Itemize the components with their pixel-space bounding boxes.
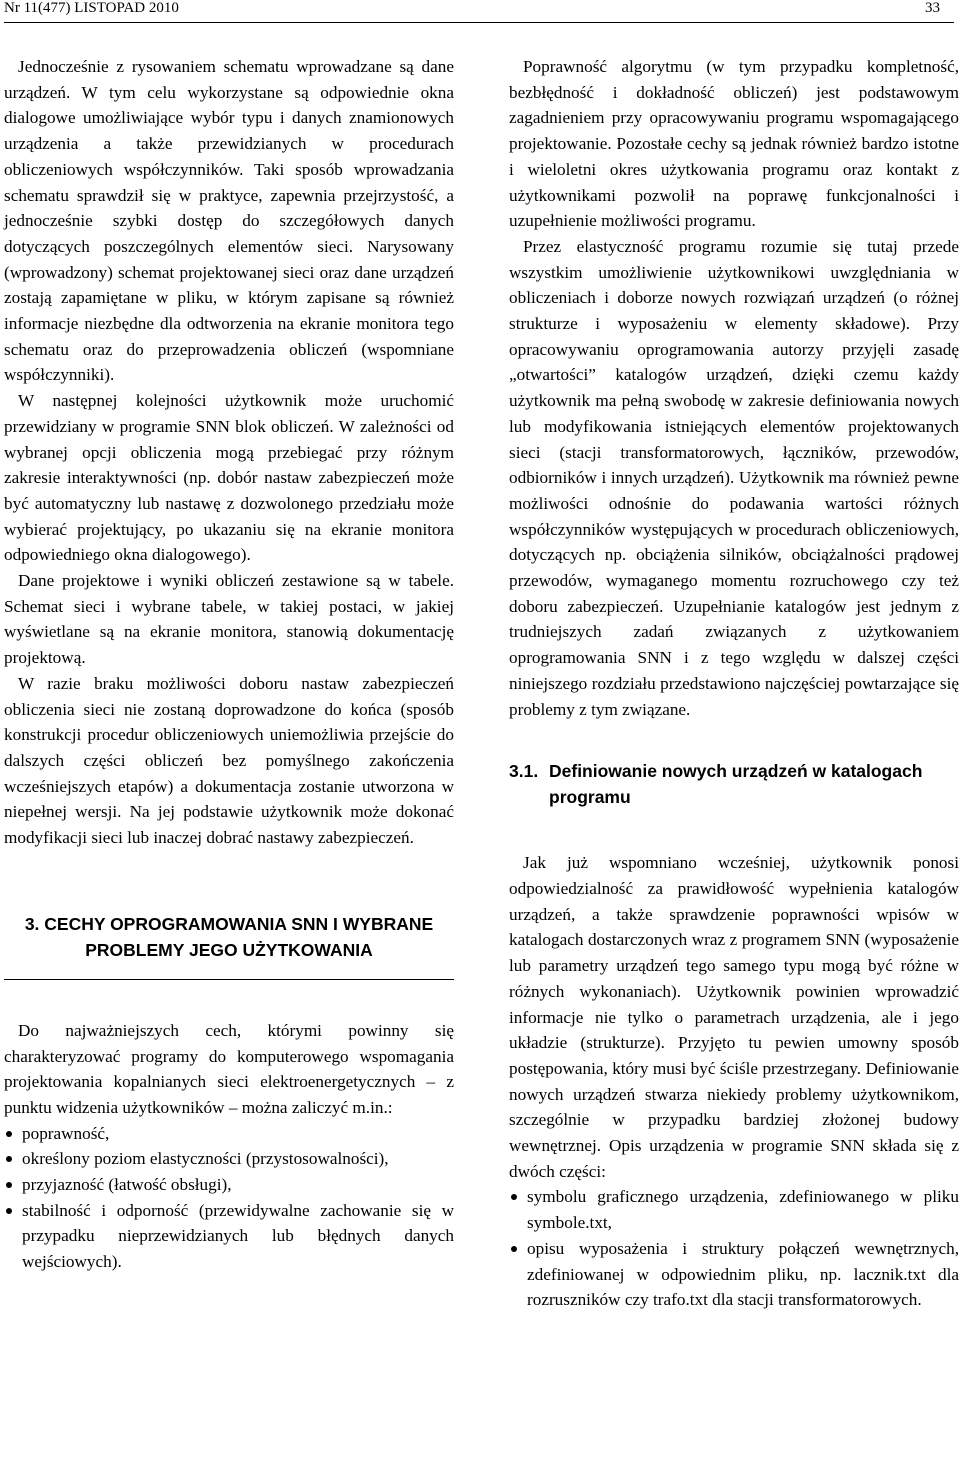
paragraph: Poprawność algorytmu (w tym przypadku kompletność, bezbłędność i dokładność obliczeń) jest podstawowym zagadnieniem przy opracowywaniu programu wspomagającego projektowanie. Pozostałe cechy są jednak również bardzo istotne i wieloletni okres użytkowania programu oraz kontakt z użytkownikami pozwolił na poprawę funkcjonalności i uzupełnienie możliwości programu. — [509, 57, 959, 231]
paragraph: Dane projektowe i wyniki obliczeń zestawione są w tabele. Schemat sieci i wybrane tabele, w takiej postaci, w jakiej wyświetlane są na ekranie monitora, stanowią dokumentację projektową. — [4, 571, 454, 668]
left-column — [4, 54, 454, 1275]
subsection-title: Definiowanie nowych urządzeń w katalogach programu — [549, 761, 923, 808]
paragraph: Do najważniejszych cech, którymi powinny się charakteryzować programy do komputerowego wspomagania projektowania kopalnianych sieci elektroenergetycznych – z punktu widzenia użytkowników – można zaliczyć m.in.: — [4, 1020, 454, 1117]
list-item: opisu wyposażenia i struktury połączeń wewnętrznych, zdefiniowanej w odpowiednim pliku, np. lacznik.txt dla rozruszników czy trafo.txt dla stacji transformatorowych. — [509, 1236, 959, 1313]
running-header — [4, 0, 954, 23]
description-parts-list — [509, 1184, 959, 1313]
issue-label: Nr 11(477) LISTOPAD 2010 — [4, 0, 179, 16]
features-list — [4, 1121, 454, 1275]
paragraph: Jednocześnie z rysowaniem schematu wprowadzane są dane urządzeń. W tym celu wykorzystane są odpowiednie okna dialogowe umożliwiające wybór typu i danych znamionowych urządzenia a także przewidzianych w procedurach obliczeniowych współczynników. Taki sposób wprowadzania schematu sprawdził się w praktyce, zapewnia przejrzystość, a jednocześnie szybki dostęp do szczegółowych danych dotyczących poszczególnych elementów sieci. Narysowany (wprowadzony) schemat projektowanej sieci oraz dane urządzeń zostają zapamiętane w pliku, w którym zapisane są również informacje niezbędne dla odtworzenia na ekranie monitora tego schematu oraz do przeprowadzenia obliczeń (wspomniane współczynniki). — [4, 57, 454, 385]
paragraph: W następnej kolejności użytkownik może uruchomić przewidziany w programie SNN blok obliczeń. W zależności od wybranej opcji obliczenia mogą przebiegać przy różnym zakresie interaktywności (np. dobór nastaw zabezpieczeń może być automatyczny lub nastawę z dozwolonego przedziału może wybierać projektujący, po ukazaniu się na ekranie monitora odpowiedniego okna dialogowego). — [4, 391, 454, 565]
paragraph: W razie braku możliwości doboru nastaw zabezpieczeń obliczenia sieci nie zostaną doprowadzone do końca (sposób konstrukcji procedur obliczeniowych uniemożliwia przejście do dalszych części obliczeń bez pomyślnego zakończenia wcześniejszych etapów) a dokumentacja zostanie utworzona w niepełnej wersji. Na jej podstawie użytkownik może dokonać modyfikacji sieci lub inaczej dobrać nastawy zabezpieczeń. — [4, 673, 454, 848]
list-item: określony poziom elastyczności (przystosowalności), — [4, 1146, 454, 1172]
list-item: stabilność i odporność (przewidywalne zachowanie się w przypadku nieprzewidzianych lub błędnych danych wejściowych). — [4, 1198, 454, 1275]
subsection-number: 3.1. — [509, 761, 539, 782]
section-heading: 3. CECHY OPROGRAMOWANIA SNN I WYBRANE PROBLEMY JEGO UŻYTKOWANIA — [24, 913, 434, 960]
right-column — [509, 54, 959, 1313]
list-item: poprawność, — [4, 1121, 454, 1147]
list-item: symbolu graficznego urządzenia, zdefiniowanego w pliku symbole.txt, — [509, 1184, 959, 1235]
list-item: przyjazność (łatwość obsługi), — [4, 1172, 454, 1198]
subsection-heading — [509, 758, 959, 810]
paragraph: Przez elastyczność programu rozumie się tutaj przede wszystkim umożliwienie użytkownikowi uwzględniania w obliczeniach i doborze nowych rozwiązań urządzeń (o różnej strukturze i wyposażeniu w elementy składowe). Przy opracowywaniu oprogramowania autorzy przyjęli zasadę „otwartości” katalogów urządzeń, dzięki czemu każdy użytkownik ma pełną swobodę w zakresie definiowania nowych lub modyfikowania istniejących elementów projektowanych sieci (stacji transformatorowych, łączników, przewodów, odbiorników i innych urządzeń). Użytkownik ma również pewne możliwości odnośnie do podawania wartości różnych współczynników występujących w procedurach obliczeniowych, dotyczących np. obciążenia silników, obciążalności prądowej przewodów, wymaganego momentu rozruchowego czy też doboru zabezpieczeń. Uzupełnianie katalogów jest jednym z trudniejszych zadań związanych z użytkowaniem oprogramowania SNN i z tego względu w dalszej części niniejszego rozdziału przedstawiono najczęściej powtarzające się problemy z tym związane. — [509, 236, 959, 719]
page-number: 33 — [925, 0, 940, 16]
paragraph: Jak już wspomniano wcześniej, użytkownik ponosi odpowiedzialność za prawidłowość wypełnienia katalogów urządzeń, a także sprawdzenie poprawności wpisów w katalogach dostarczonych wraz z programem SNN (wyposażenie lub parametry urządzeń tego samego typu mogą być różne w różnych wykonaniach). Użytkownik powinien wprowadzić informacje nie tylko o parametrach urządzenia, ale i jego układzie (strukturze). Przyjęto tu pewien umowny sposób postępowania, który musi być ściśle przestrzegany. Definiowanie nowych urządzeń stwarza niekiedy problemy użytkownikom, szczególnie w przypadku bardziej złożonej budowy wewnętrznej. Opis urządzenia w programie SNN składa się z dwóch części: — [509, 853, 959, 1181]
